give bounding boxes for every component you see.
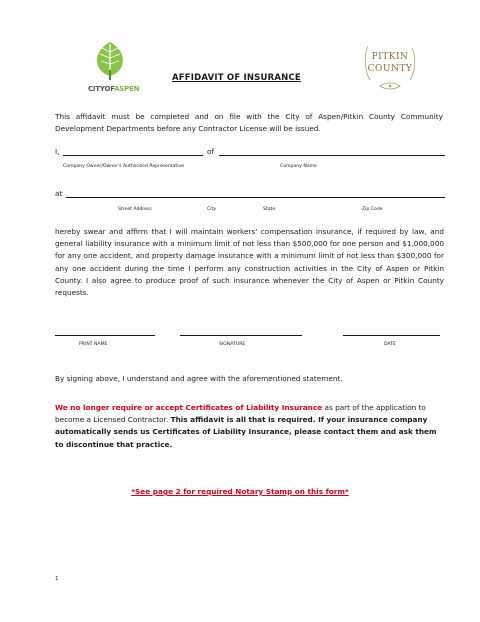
owner-name-field[interactable] [63, 155, 203, 156]
address-field[interactable] [66, 197, 445, 198]
zip-label: Zip Code [362, 207, 383, 212]
pitkin-line2: COUNTY [367, 64, 413, 74]
agree-statement: By signing above, I understand and agree with the aforementioned statement. [55, 374, 343, 383]
of-word: of [207, 147, 215, 156]
aspen-leaf-icon [88, 40, 132, 80]
date-field[interactable] [343, 335, 440, 336]
date-label: DATE [384, 342, 396, 347]
pitkin-county-logo [360, 40, 420, 92]
notice-red-text: We no longer require or accept Certificates of Liability Insurance [55, 403, 323, 412]
company-label: Company Name [280, 164, 317, 169]
notice-bold-text: This affidavit is all that is required. If your insurance company automatically sends us Certificates of Liability Insurance, please contact them and ask them to discontinue that practice. [55, 415, 437, 449]
state-label: State [263, 207, 276, 212]
city-of-aspen-logo [88, 40, 140, 93]
company-name-field[interactable] [219, 155, 445, 156]
address-prefix: at [55, 189, 63, 198]
city-label: City [207, 207, 217, 212]
affirmation-paragraph: hereby swear and affirm that I will maintain workers' compensation insurance, if required by law, and general liability insurance with a minimum limit of not less than $500,000 for one person and $1,000,000 for any one accident, and property damage insurance with a minimum limit of not less than $300,000 for any one accident during the time I perform any construction activities in the City of Aspen or Pitkin County. I also agree to produce proof of such insurance whenever the City of Aspen or Pitkin County requests. [55, 227, 444, 298]
logo-aspen-text: ASPEN [114, 85, 140, 93]
page-number: 1 [55, 576, 59, 582]
pitkin-line1: PITKIN [371, 52, 409, 62]
print-name-label: PRINT NAME [79, 342, 108, 347]
street-label: Street Address [118, 207, 152, 212]
owner-label: Company Owner/Owner's Authorized Representative [63, 164, 185, 169]
name-prefix: I, [55, 147, 60, 156]
notice-normal-text: as part of the application to become a Licensed Contractor. [55, 403, 426, 425]
notice-paragraph [55, 402, 445, 451]
logo-city-text: CITY [88, 85, 105, 93]
signature-field[interactable] [180, 335, 302, 336]
logo-of-text: OF [104, 85, 115, 93]
intro-paragraph: This affidavit must be completed and on file with the City of Aspen/Pitkin County Community Development Departments before any Contractor License will be issued. [55, 112, 443, 134]
print-name-field[interactable] [55, 335, 155, 336]
notary-note: *See page 2 for required Notary Stamp on this form* [131, 487, 349, 496]
document-title: AFFIDAVIT OF INSURANCE [172, 73, 301, 83]
signature-label: SIGNATURE [219, 342, 246, 347]
